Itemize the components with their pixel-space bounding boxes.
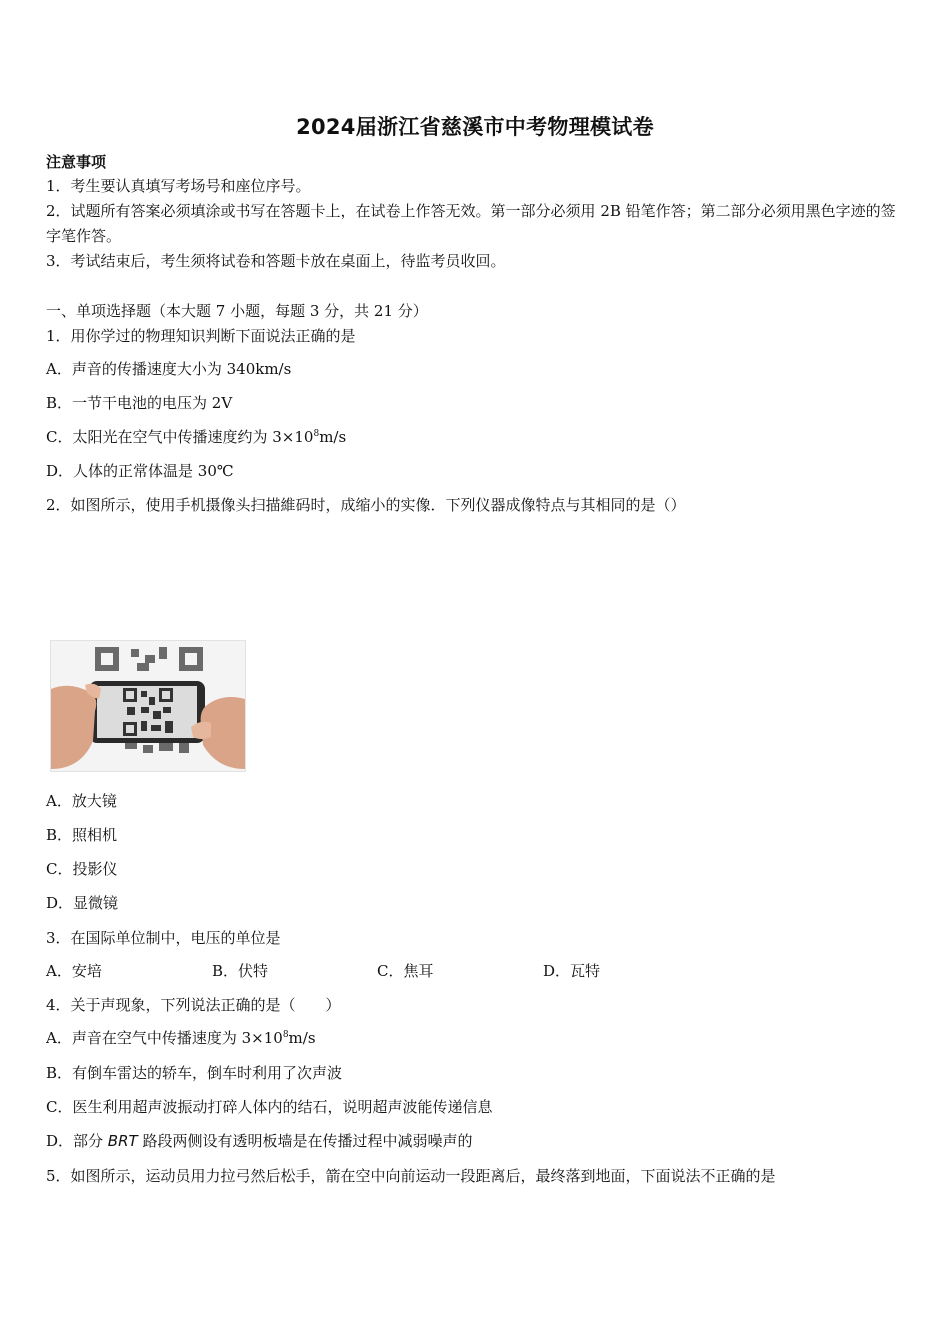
question-1-option-c — [46, 427, 346, 447]
page-title: 2024届浙江省慈溪市中考物理模试卷 — [296, 115, 654, 139]
brt-term: BRT — [107, 1132, 138, 1150]
notice-list — [46, 174, 908, 274]
question-1-option-a: A．声音的传播速度大小为 340km/s — [46, 360, 292, 378]
unit: m/s — [319, 428, 347, 446]
option-a-text: A．声音在空气中传播速度为 3×10 — [46, 1029, 283, 1047]
question-2-stem: 2．如图所示，使用手机摄像头扫描維码时，成缩小的实像．下列仪器成像特点与其相同的是（） — [46, 496, 686, 514]
question-4-option-a — [46, 1028, 316, 1048]
question-4-option-d — [46, 1131, 472, 1151]
question-1-stem: 1．用你学过的物理知识判断下面说法正确的是 — [46, 327, 356, 345]
option-c-text: C．太阳光在空气中传播速度约为 3×10 — [46, 428, 314, 446]
exponent: 8 — [282, 1030, 289, 1040]
question-3-option-d: D．瓦特 — [543, 962, 601, 980]
notice-item: 3．考试结束后，考生须将试卷和答题卡放在桌面上，待监考员收回。 — [46, 252, 506, 270]
question-3-option-b: B．伏特 — [212, 962, 269, 980]
question-4-option-c: C．医生利用超声波振动打碎人体内的结石，说明超声波能传递信息 — [46, 1098, 493, 1116]
notice-heading: 注意事项 — [46, 153, 107, 171]
question-2-option-b: B．照相机 — [46, 826, 118, 844]
question-4-option-b: B．有倒车雷达的轿车，倒车时利用了次声波 — [46, 1064, 343, 1082]
question-2-option-d: D．显微镜 — [46, 894, 119, 912]
unit: m/s — [288, 1029, 316, 1047]
question-2-option-a: A．放大镜 — [46, 792, 117, 810]
question-2-option-c: C．投影仪 — [46, 860, 118, 878]
option-d-text: D．部分 — [46, 1132, 108, 1150]
question-1-option-b: B．一节干电池的电压为 2V — [46, 394, 233, 412]
notice-item: 2．试题所有答案必须填涂或书写在答题卡上，在试卷上作答无效。第一部分必须用 2B 铅笔作答；第二部分必须用黑色字迹的签字笔作答。 — [46, 202, 896, 245]
question-3-option-a: A．安培 — [46, 962, 102, 980]
question-1-option-d: D．人体的正常体温是 30℃ — [46, 462, 234, 480]
question-3-option-c: C．焦耳 — [377, 962, 434, 980]
phone-qr-illustration — [51, 641, 245, 771]
notice-item: 1．考生要认真填写考场号和座位序号。 — [46, 177, 311, 195]
phone-qr-scan-image — [50, 640, 246, 772]
question-4-stem: 4．关于声现象，下列说法正确的是（ ） — [46, 996, 341, 1014]
question-5-stem: 5．如图所示，运动员用力拉弓然后松手，箭在空中向前运动一段距离后，最终落到地面，下面说法不正确的是 — [46, 1167, 776, 1185]
question-3-stem: 3．在国际单位制中，电压的单位是 — [46, 929, 281, 947]
option-d-rest: 路段两侧设有透明板墙是在传播过程中减弱噪声的 — [137, 1132, 473, 1150]
exponent: 8 — [313, 429, 320, 439]
section-heading: 一、单项选择题（本大题 7 小题，每题 3 分，共 21 分） — [46, 302, 428, 320]
